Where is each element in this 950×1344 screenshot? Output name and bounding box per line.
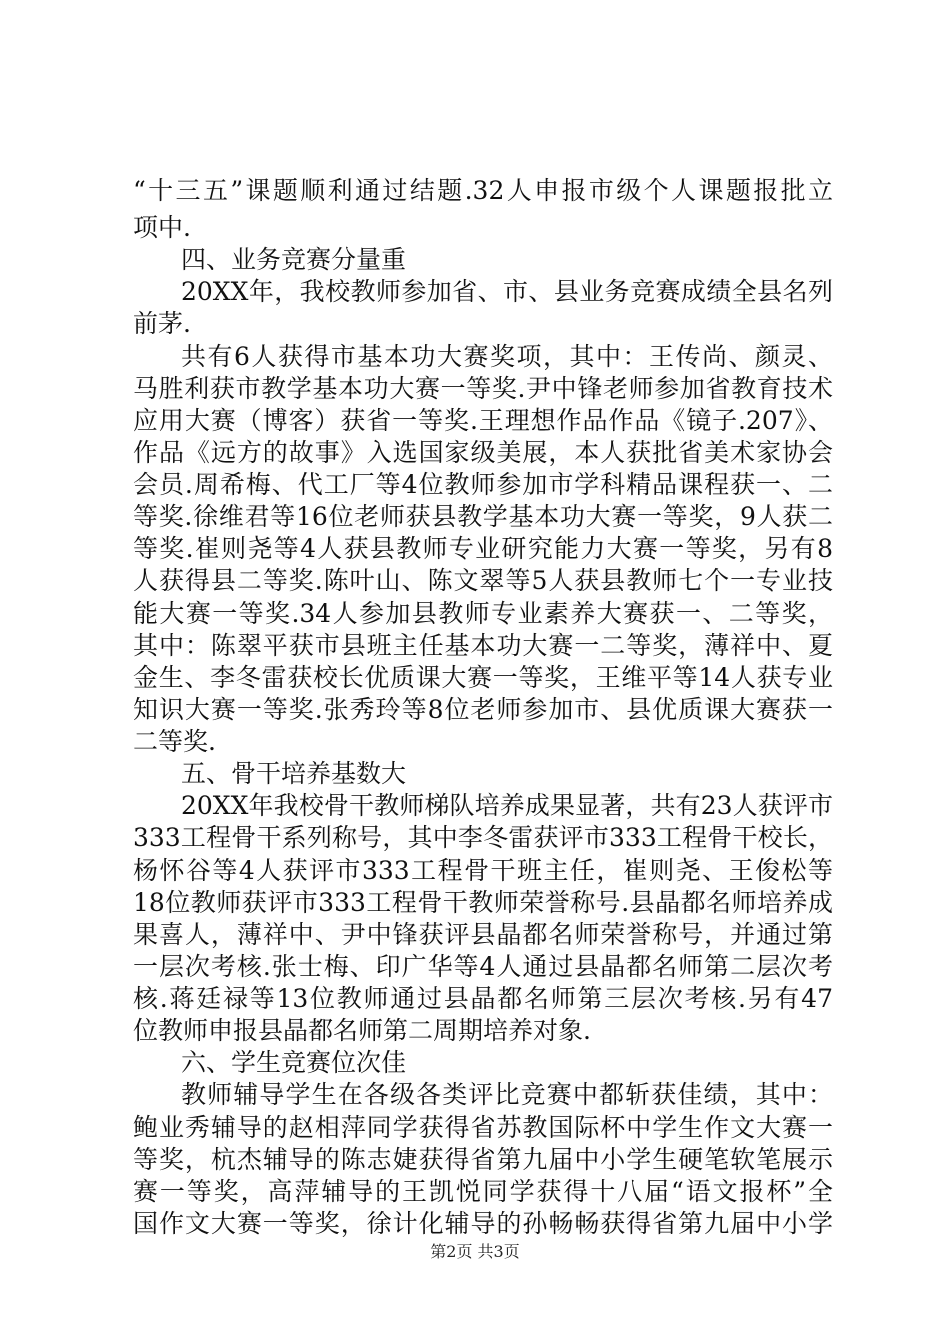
text-line-30: 鲍业秀辅导的赵相萍同学获得省苏教国际杯中学生作文大赛一 [133,1113,833,1142]
text-line-9: 作品《远方的故事》入选国家级美展，本人获批省美术家协会 [133,438,833,467]
text-line-8: 应用大赛（博客）获省一等奖.王理想作品作品《镜子.207》、 [133,406,833,435]
text-line-14: 能大赛一等奖.34人参加县教师专业素养大赛获一、二等奖， [133,599,833,628]
text-line-32: 赛一等奖，高萍辅导的王凯悦同学获得十八届“语文报杯”全 [133,1177,833,1206]
text-line-29: 教师辅导学生在各级各类评比竞赛中都斩获佳绩，其中： [181,1080,833,1109]
text-line-23: 18位教师获评市333工程骨干教师荣誉称号.县晶都名师培养成 [133,888,833,917]
text-line-25: 一层次考核.张士梅、印广华等4人通过县晶都名师第二层次考 [133,952,833,981]
text-line-16: 金生、李冬雷获校长优质课大赛一等奖，王维平等14人获专业 [133,663,833,692]
text-line-4: 20XX年，我校教师参加省、市、县业务竞赛成绩全县名列 [181,277,833,306]
text-line-20: 20XX年我校骨干教师梯队培养成果显著，共有23人获评市 [181,791,833,820]
section-heading-6: 六、学生竞赛位次佳 [181,1048,407,1077]
text-line-12: 等奖.崔则尧等4人获县教师专业研究能力大赛一等奖，另有8 [133,534,833,563]
text-line-22: 杨怀谷等4人获评市333工程骨干班主任，崔则尧、王俊松等 [133,856,833,885]
text-line-13: 人获得县二等奖.陈叶山、陈文翠等5人获县教师七个一专业技 [133,566,833,595]
text-line-18: 二等奖. [133,727,216,756]
text-line-11: 等奖.徐维君等16位老师获县教学基本功大赛一等奖，9人获二 [133,502,833,531]
text-line-33: 国作文大赛一等奖，徐计化辅导的孙畅畅获得省第九届中小学 [133,1209,833,1238]
text-line-5: 前茅. [133,309,191,338]
section-heading-5: 五、骨干培养基数大 [181,759,407,788]
text-line-15: 其中：陈翠平获市县班主任基本功大赛一二等奖，薄祥中、夏 [133,631,833,660]
text-line-21: 333工程骨干系列称号，其中李冬雷获评市333工程骨干校长， [133,823,833,852]
text-line-6: 共有6人获得市基本功大赛奖项，其中：王传尚、颜灵、 [181,342,833,371]
page-number-footer: 第2页 共3页 [430,1242,520,1261]
section-heading-4: 四、业务竞赛分量重 [181,245,407,274]
text-line-1: “十三五”课题顺利通过结题.32人申报市级个人课题报批立 [133,176,833,205]
text-line-2: 项中. [133,213,191,242]
text-line-10: 会员.周希梅、代工厂等4位教师参加市学科精品课程获一、二 [133,470,833,499]
text-line-7: 马胜利获市教学基本功大赛一等奖.尹中锋老师参加省教育技术 [133,374,833,403]
text-line-31: 等奖，杭杰辅导的陈志婕获得省第九届中小学生硬笔软笔展示 [133,1145,833,1174]
text-line-27: 位教师申报县晶都名师第二周期培养对象. [133,1016,591,1045]
text-line-26: 核.蒋廷禄等13位教师通过县晶都名师第三层次考核.另有47 [133,984,833,1013]
text-line-24: 果喜人，薄祥中、尹中锋获评县晶都名师荣誉称号，并通过第 [133,920,833,949]
text-line-17: 知识大赛一等奖.张秀玲等8位老师参加市、县优质课大赛获一 [133,695,833,724]
